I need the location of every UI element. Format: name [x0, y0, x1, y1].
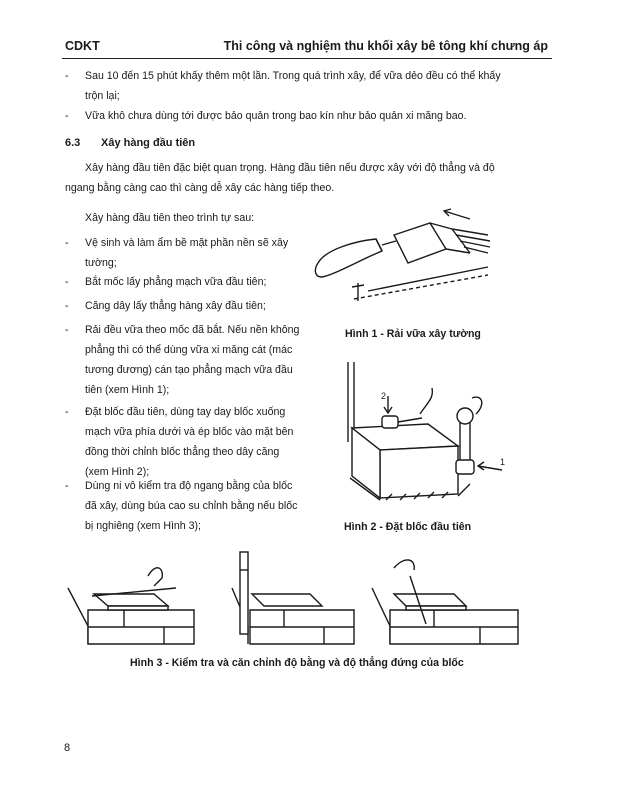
header-doc-code: CDKT	[65, 39, 100, 53]
step-3-line-1: Căng dây lấy thẳng hàng xây đầu tiên;	[85, 300, 266, 312]
step-5-line-2: mạch vữa phía dưới và ép blốc vào mặt bên	[85, 426, 294, 438]
step-4-line-2: phẳng thì có thể dùng vữa xi măng cát (mác	[85, 344, 293, 356]
section-number: 6.3	[65, 137, 81, 149]
bullet-marker: -	[65, 70, 69, 82]
intro-bullet-1-line-2: trộn lại;	[85, 90, 120, 102]
section-title: Xây hàng đầu tiên	[101, 137, 196, 149]
step-1-line-1: Vệ sinh và làm ẩm bề mặt phần nền sẽ xây	[85, 237, 289, 249]
figure-3-scene-horizontal-level	[68, 568, 194, 644]
step-5-line-3: đồng thời chỉnh blốc thẳng theo dây căng	[85, 446, 280, 458]
step-4-line-1: Rải đều vữa theo mốc đã bắt. Nếu nền không	[85, 324, 300, 336]
page-number: 8	[64, 742, 71, 754]
bullet-marker: -	[65, 324, 69, 336]
bullet-marker: -	[65, 110, 69, 122]
step-6-line-2: đã xây, dùng búa cao su chỉnh bằng nếu blốc	[85, 500, 298, 512]
step-6-line-3: bị nghiêng (xem Hình 3);	[85, 520, 202, 532]
figure-2-label-2: 2	[381, 391, 387, 401]
bullet-marker: -	[65, 406, 69, 418]
section-lead: Xây hàng đầu tiên theo trình tự sau:	[85, 212, 255, 224]
bullet-marker: -	[65, 276, 69, 288]
header-rule	[62, 58, 552, 59]
step-4-line-4: tiên (xem Hình 1);	[85, 384, 170, 396]
bullet-marker: -	[65, 237, 69, 249]
figure-2-label-1: 1	[500, 457, 506, 467]
figure-3-scene-rubber-hammer	[372, 560, 518, 644]
step-2-line-1: Bắt mốc lấy phẳng mạch vữa đầu tiên;	[85, 276, 267, 288]
bullet-marker: -	[65, 300, 69, 312]
figure-3-level-check-illustrations	[64, 548, 534, 648]
step-5-line-4: (xem Hình 2);	[85, 466, 150, 478]
intro-bullet-2-line-1: Vữa khô chưa dùng tới được bảo quản trong bao kín như bảo quản xi măng bao.	[85, 110, 467, 122]
header-doc-title: Thi công và nghiệm thu khối xây bê tông khí chưng áp	[223, 39, 548, 53]
step-4-line-3: tương đương) cán tạo phẳng mạch vữa đầu	[85, 364, 293, 376]
figure-2-block-placing-illustration	[316, 358, 506, 508]
intro-bullet-1-line-1: Sau 10 đến 15 phút khấy thêm một lần. Trong quá trình xây, để vữa dẻo đều có thể khấy	[85, 70, 501, 82]
step-5-line-1: Đặt blốc đầu tiên, dùng tay day blốc xuống	[85, 406, 286, 418]
figure-2-caption: Hình 2 - Đặt blốc đầu tiên	[344, 521, 472, 533]
bullet-marker: -	[65, 480, 69, 492]
step-6-line-1: Dùng ni vô kiểm tra độ ngang bằng của blốc	[85, 480, 293, 492]
figure-1-caption: Hình 1 - Rải vữa xây tường	[345, 328, 481, 340]
figure-3-scene-vertical-level	[232, 552, 354, 644]
figure-3-caption: Hình 3 - Kiểm tra và căn chỉnh độ bằng và độ thẳng đứng của blốc	[130, 657, 464, 669]
section-paragraph-line-1: Xây hàng đầu tiên đặc biệt quan trọng. Hàng đầu tiên nếu được xây với độ thẳng và độ	[85, 162, 495, 174]
figure-1-trowel-illustration	[312, 205, 492, 305]
section-paragraph-line-2: ngang bằng càng cao thì càng dễ xây các hàng tiếp theo.	[65, 182, 335, 194]
step-1-line-2: tường;	[85, 257, 117, 269]
